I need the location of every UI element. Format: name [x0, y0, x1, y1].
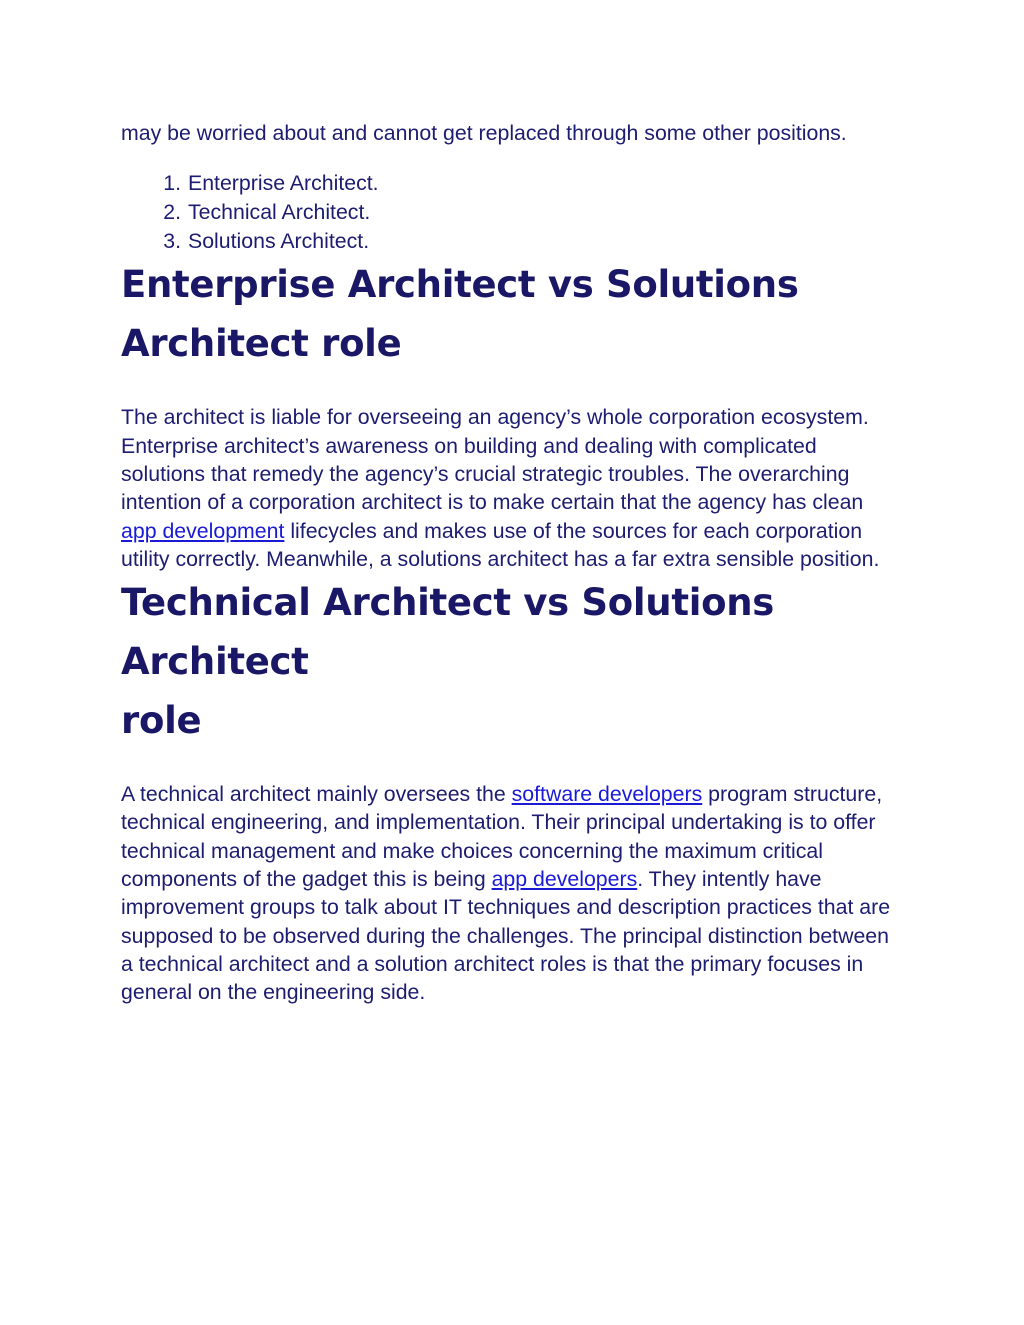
- list-item: [121, 169, 901, 198]
- list-item-label: Enterprise Architect.: [188, 171, 379, 196]
- paragraph-text: program structure, technical engineering, and implementation. Their principal undertaking is to offer technical management and make choices concerning the maximum critical components of the gadget this is being: [121, 782, 883, 892]
- paragraph-text: A technical architect mainly oversees the: [121, 782, 512, 807]
- section-heading-technical-vs-solutions: [121, 573, 901, 750]
- list-item: [121, 198, 901, 227]
- list-item: [121, 227, 901, 256]
- app-development-link[interactable]: app development: [121, 518, 285, 543]
- section-paragraph-technical: [121, 780, 901, 1006]
- paragraph-text: lifecycles and makes use of the sources for each corporation utility correctly. Meanwhile, a solutions architect has a far extra sensible position.: [121, 518, 880, 571]
- app-developers-link[interactable]: app developers: [491, 867, 638, 892]
- software-developers-link[interactable]: software developers: [511, 782, 703, 807]
- list-item-number: 2.: [163, 200, 181, 224]
- list-item-label: Technical Architect.: [188, 200, 371, 224]
- heading-line: Architect role: [121, 322, 402, 366]
- section-heading-enterprise-vs-solutions: [121, 255, 901, 373]
- heading-line: Technical Architect vs Solutions Architect: [121, 581, 774, 684]
- intro-paragraph: may be worried about and cannot get replaced through some other positions.: [121, 121, 847, 145]
- document-page: [121, 119, 901, 1007]
- paragraph-text: The architect is liable for overseeing an agency’s whole corporation ecosystem. Enterprise architect’s awareness on building and dealing with complicated solutions that remedy the agency’s crucial strategic troubles. The overarching intention of a corporation architect is to make certain that the agency has clean: [121, 405, 869, 515]
- heading-line: role: [121, 699, 202, 743]
- architect-list: [121, 169, 901, 255]
- list-item-number: 1.: [163, 171, 181, 196]
- heading-line: Enterprise Architect vs Solutions: [121, 263, 799, 307]
- list-item-number: 3.: [163, 228, 181, 253]
- list-item-label: Solutions Architect.: [188, 228, 370, 253]
- paragraph-text: . They intently have improvement groups to talk about IT techniques and description practices that are supposed to be observed during the challenges. The principal distinction between a technical architect and a solution architect roles is that the primary focuses in general on the engineering side.: [121, 867, 891, 1005]
- section-paragraph-enterprise: [121, 403, 901, 573]
